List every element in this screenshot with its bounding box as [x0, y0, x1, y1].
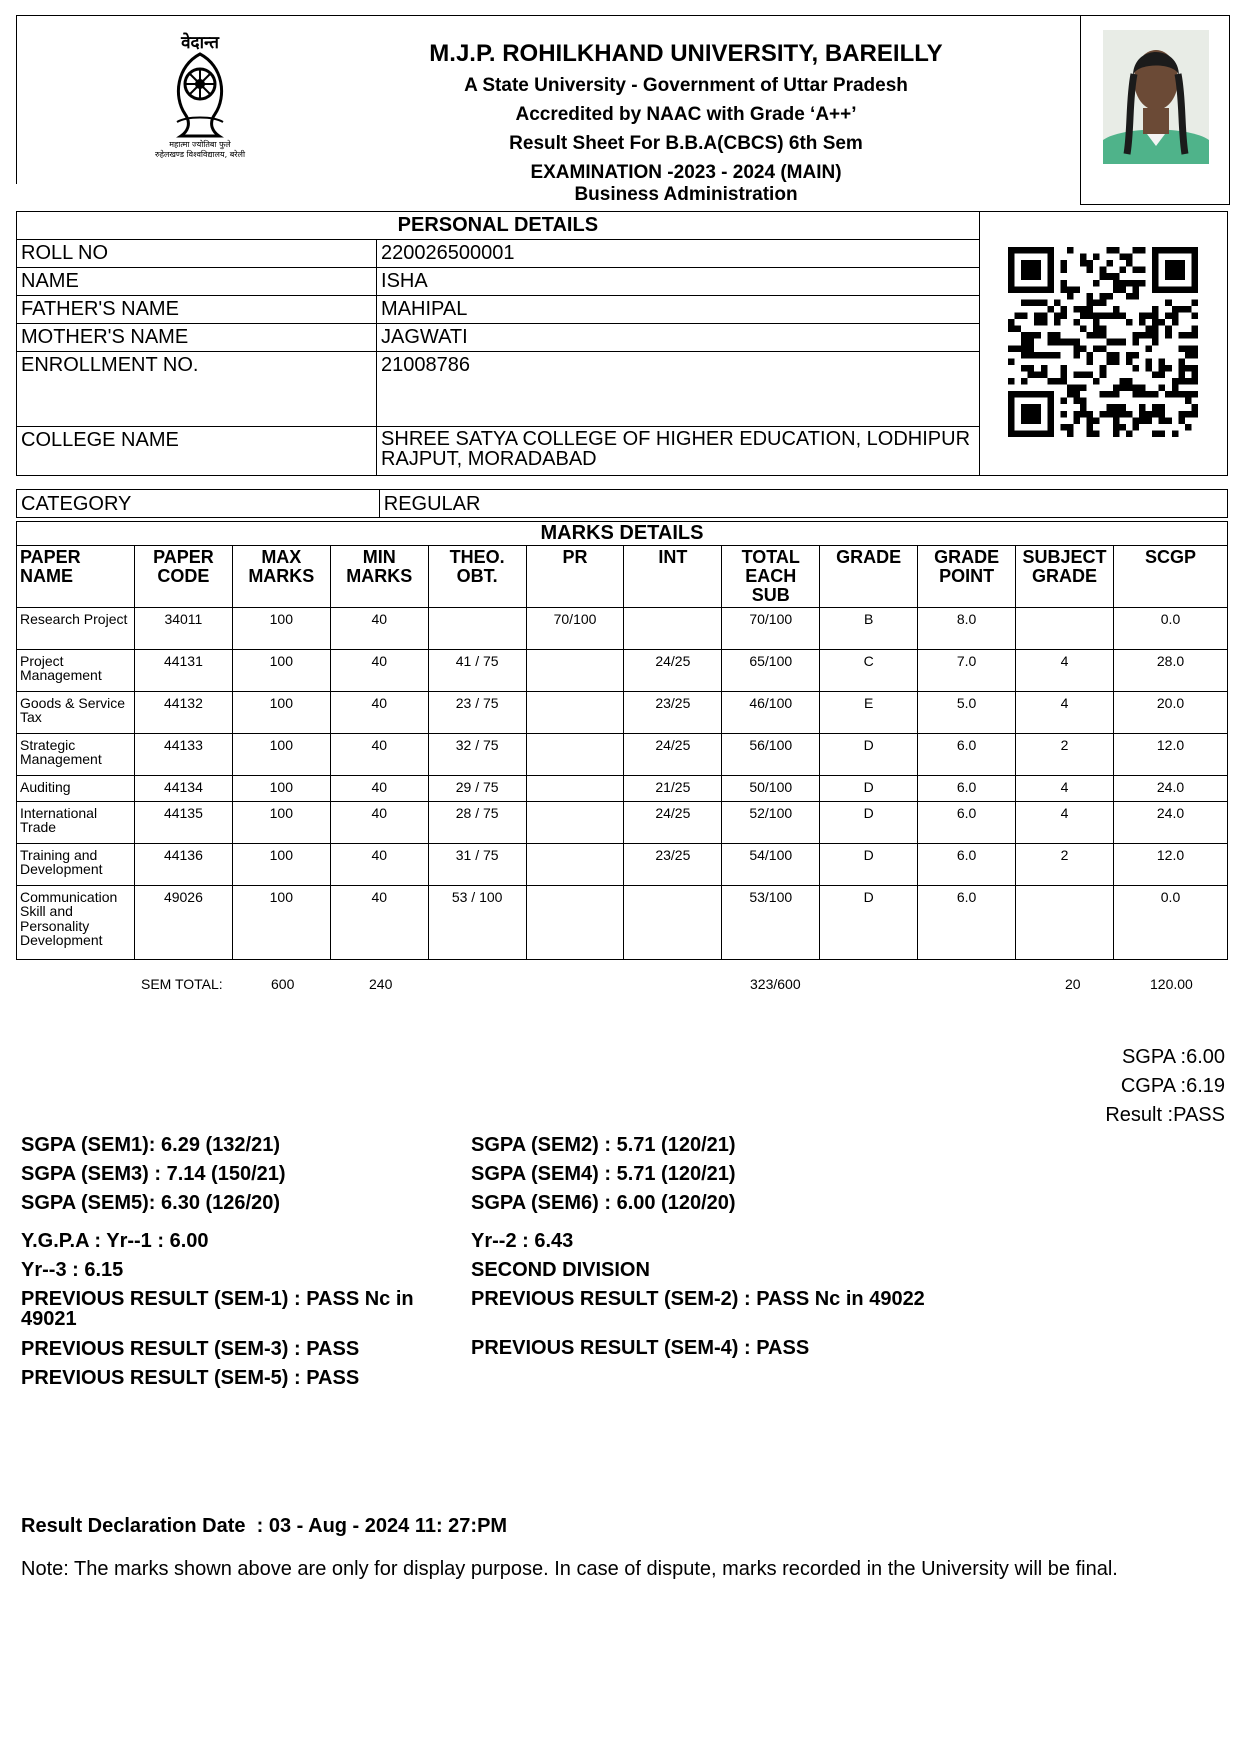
table-cell: 100 — [232, 733, 330, 775]
university-logo — [137, 26, 263, 160]
table-cell: 40 — [330, 691, 428, 733]
column-header: MAX MARKS — [232, 545, 330, 607]
sem-total-subject-grade: 20 — [1065, 976, 1081, 992]
table-cell: 6.0 — [918, 843, 1016, 885]
table-cell: 23 / 75 — [428, 691, 526, 733]
table-row — [17, 490, 1228, 518]
sgpa-sem4: SGPA (SEM4) : 5.71 (120/21) — [471, 1163, 736, 1185]
yearly-right-col — [471, 1227, 1031, 1363]
sgpa-value: SGPA :6.00 — [1121, 1046, 1225, 1068]
table-cell: 24.0 — [1114, 801, 1228, 843]
student-photo — [1103, 30, 1209, 164]
table-row — [17, 885, 1228, 959]
table-cell: 6.0 — [918, 885, 1016, 959]
table-cell: 46/100 — [722, 691, 820, 733]
table-cell: 24/25 — [624, 649, 722, 691]
table-cell: 52/100 — [722, 801, 820, 843]
table-cell: 4 — [1016, 775, 1114, 801]
table-row — [17, 649, 1228, 691]
table-cell: 4 — [1016, 691, 1114, 733]
table-cell: 44132 — [134, 691, 232, 733]
sgpa-sem3: SGPA (SEM3) : 7.14 (150/21) — [21, 1163, 286, 1185]
table-cell — [526, 691, 624, 733]
field-label: ROLL NO — [17, 240, 377, 268]
table-cell: 40 — [330, 649, 428, 691]
table-cell: D — [820, 843, 918, 885]
category-table — [16, 489, 1228, 518]
category-value: REGULAR — [379, 490, 1227, 518]
table-cell: 32 / 75 — [428, 733, 526, 775]
header-line-3: Result Sheet For B.B.A(CBCS) 6th Sem — [509, 133, 863, 154]
result-declaration-date: Result Declaration Date : 03 - Aug - 2024 11: 27:PM — [21, 1515, 508, 1537]
yearly-left-col — [21, 1227, 451, 1393]
table-cell: D — [820, 775, 918, 801]
sem-total-min: 240 — [369, 976, 393, 992]
sem-total-max: 600 — [271, 976, 295, 992]
paper-name-cell: Project Management — [17, 649, 135, 691]
table-cell: 54/100 — [722, 843, 820, 885]
header-text — [330, 40, 1042, 206]
previous-result-sem5: PREVIOUS RESULT (SEM-5) : PASS — [21, 1367, 360, 1389]
sem-total-scgp: 120.00 — [1150, 976, 1193, 992]
sgpa-sem1: SGPA (SEM1): 6.29 (132/21) — [21, 1134, 280, 1156]
column-header: PAPER CODE — [134, 545, 232, 607]
table-cell — [526, 775, 624, 801]
field-label: MOTHER'S NAME — [17, 324, 377, 352]
table-cell: 0.0 — [1114, 885, 1228, 959]
column-header: THEO. OBT. — [428, 545, 526, 607]
table-cell: 100 — [232, 607, 330, 649]
column-header: SUBJECT GRADE — [1016, 545, 1114, 607]
table-cell — [526, 843, 624, 885]
table-cell: 40 — [330, 885, 428, 959]
table-cell: 8.0 — [918, 607, 1016, 649]
paper-name-cell: Communication Skill and Personality Development — [17, 885, 135, 959]
table-cell: 70/100 — [722, 607, 820, 649]
table-cell: 31 / 75 — [428, 843, 526, 885]
table-cell: 41 / 75 — [428, 649, 526, 691]
previous-result-sem3: PREVIOUS RESULT (SEM-3) : PASS — [21, 1338, 360, 1360]
personal-details-table — [16, 211, 1228, 476]
result-summary — [1105, 1043, 1225, 1130]
table-cell: 4 — [1016, 801, 1114, 843]
paper-name-cell: Training and Development — [17, 843, 135, 885]
table-cell: D — [820, 733, 918, 775]
table-cell: 56/100 — [722, 733, 820, 775]
table-cell: 23/25 — [624, 691, 722, 733]
table-cell: 40 — [330, 733, 428, 775]
table-cell: 21/25 — [624, 775, 722, 801]
division: SECOND DIVISION — [471, 1259, 650, 1281]
svg-text:वेदान्त: वेदान्त — [181, 33, 219, 53]
table-cell: C — [820, 649, 918, 691]
table-cell: 100 — [232, 885, 330, 959]
header-line-5: Business Administration — [574, 184, 798, 205]
table-cell: 44134 — [134, 775, 232, 801]
university-name: M.J.P. ROHILKHAND UNIVERSITY, BAREILLY — [429, 40, 943, 67]
table-cell: 5.0 — [918, 691, 1016, 733]
table-cell — [1016, 885, 1114, 959]
sgpa-sem5: SGPA (SEM5): 6.30 (126/20) — [21, 1192, 280, 1214]
table-cell: 6.0 — [918, 733, 1016, 775]
table-cell: 44131 — [134, 649, 232, 691]
field-label: NAME — [17, 268, 377, 296]
table-cell: 100 — [232, 691, 330, 733]
table-cell: 100 — [232, 801, 330, 843]
marks-details-table — [16, 521, 1228, 960]
table-cell: 53 / 100 — [428, 885, 526, 959]
paper-name-cell: Research Project — [17, 607, 135, 649]
header-line-4: EXAMINATION -2023 - 2024 (MAIN) — [530, 162, 842, 183]
table-cell: 2 — [1016, 843, 1114, 885]
table-cell: 29 / 75 — [428, 775, 526, 801]
paper-name-cell: Auditing — [17, 775, 135, 801]
table-cell: E — [820, 691, 918, 733]
svg-text:महात्मा ज्योतिबा फुले: महात्मा ज्योतिबा फुले — [169, 140, 231, 149]
table-cell: 44135 — [134, 801, 232, 843]
table-cell — [624, 607, 722, 649]
table-row — [17, 775, 1228, 801]
table-cell — [624, 885, 722, 959]
field-label: COLLEGE NAME — [17, 427, 377, 476]
table-cell: 53/100 — [722, 885, 820, 959]
table-cell: 6.0 — [918, 775, 1016, 801]
field-label: ENROLLMENT NO. — [17, 352, 377, 427]
sem-total-label: SEM TOTAL: — [141, 976, 223, 992]
table-cell: 23/25 — [624, 843, 722, 885]
disclaimer-note: Note: The marks shown above are only for display purpose. In case of dispute, marks recorded in the University will be final. — [21, 1558, 1118, 1580]
qr-code-cell — [979, 212, 1227, 476]
enrollment-value: 21008786 — [377, 352, 980, 427]
table-cell: 40 — [330, 843, 428, 885]
table-cell: 12.0 — [1114, 843, 1228, 885]
header-line-1: A State University - Government of Uttar Pradesh — [464, 75, 908, 96]
name-value: ISHA — [377, 268, 980, 296]
mother-name-value: JAGWATI — [377, 324, 980, 352]
table-cell: 6.0 — [918, 801, 1016, 843]
ygpa-yr3: Yr--3 : 6.15 — [21, 1259, 124, 1281]
table-cell: 28 / 75 — [428, 801, 526, 843]
table-cell — [526, 733, 624, 775]
previous-result-sem4: PREVIOUS RESULT (SEM-4) : PASS — [471, 1337, 810, 1359]
column-header: PR — [526, 545, 624, 607]
table-cell: 24/25 — [624, 801, 722, 843]
column-headers — [17, 545, 1228, 607]
table-row — [17, 691, 1228, 733]
paper-name-cell: Strategic Management — [17, 733, 135, 775]
table-row — [17, 843, 1228, 885]
result-value: Result :PASS — [1105, 1104, 1225, 1126]
table-cell: 44136 — [134, 843, 232, 885]
table-cell: 34011 — [134, 607, 232, 649]
column-header: GRADE POINT — [918, 545, 1016, 607]
sgpa-right-col — [471, 1131, 971, 1218]
sgpa-sem6: SGPA (SEM6) : 6.00 (120/20) — [471, 1192, 736, 1214]
father-name-value: MAHIPAL — [377, 296, 980, 324]
table-cell: 100 — [232, 775, 330, 801]
qr-code-icon — [1008, 247, 1198, 437]
table-cell: D — [820, 885, 918, 959]
table-row — [17, 733, 1228, 775]
ygpa-yr2: Yr--2 : 6.43 — [471, 1230, 574, 1252]
column-header: INT — [624, 545, 722, 607]
table-cell — [526, 885, 624, 959]
header-line-2: Accredited by NAAC with Grade ‘A++’ — [515, 104, 857, 125]
table-cell: 100 — [232, 843, 330, 885]
table-cell: 40 — [330, 801, 428, 843]
table-cell: 24/25 — [624, 733, 722, 775]
ygpa-yr1: Y.G.P.A : Yr--1 : 6.00 — [21, 1230, 209, 1252]
table-cell — [1016, 607, 1114, 649]
table-row — [17, 801, 1228, 843]
sgpa-left-col — [21, 1131, 461, 1218]
college-value: SHREE SATYA COLLEGE OF HIGHER EDUCATION, LODHIPUR RAJPUT, MORADABAD — [377, 427, 980, 476]
personal-details-caption: PERSONAL DETAILS — [17, 212, 980, 240]
table-cell: 65/100 — [722, 649, 820, 691]
cgpa-value: CGPA :6.19 — [1120, 1075, 1225, 1097]
table-cell — [428, 607, 526, 649]
sgpa-sem2: SGPA (SEM2) : 5.71 (120/21) — [471, 1134, 736, 1156]
previous-result-sem1: PREVIOUS RESULT (SEM-1) : PASS Nc in 49021 — [21, 1288, 414, 1330]
previous-result-sem2: PREVIOUS RESULT (SEM-2) : PASS Nc in 49022 — [471, 1288, 925, 1310]
table-cell: 28.0 — [1114, 649, 1228, 691]
column-header: MIN MARKS — [330, 545, 428, 607]
column-header: GRADE — [820, 545, 918, 607]
sem-total-obtained: 323/600 — [750, 976, 801, 992]
marks-details-caption: MARKS DETAILS — [17, 522, 1228, 546]
table-cell: 40 — [330, 775, 428, 801]
table-cell: D — [820, 801, 918, 843]
field-label: CATEGORY — [17, 490, 380, 518]
table-cell: 70/100 — [526, 607, 624, 649]
column-header: SCGP — [1114, 545, 1228, 607]
svg-text:रुहेलखण्ड विश्वविद्यालय, बरेली: रुहेलखण्ड विश्वविद्यालय, बरेली — [154, 150, 246, 159]
roll-no-value: 220026500001 — [377, 240, 980, 268]
column-header: PAPER NAME — [17, 545, 135, 607]
table-cell: B — [820, 607, 918, 649]
table-row — [17, 607, 1228, 649]
table-cell: 4 — [1016, 649, 1114, 691]
field-label: FATHER'S NAME — [17, 296, 377, 324]
table-cell: 2 — [1016, 733, 1114, 775]
table-cell: 24.0 — [1114, 775, 1228, 801]
table-cell: 100 — [232, 649, 330, 691]
table-cell: 50/100 — [722, 775, 820, 801]
table-cell: 12.0 — [1114, 733, 1228, 775]
table-cell — [526, 801, 624, 843]
table-cell: 20.0 — [1114, 691, 1228, 733]
table-row — [17, 476, 1228, 477]
table-cell — [526, 649, 624, 691]
table-cell: 40 — [330, 607, 428, 649]
paper-name-cell: International Trade — [17, 801, 135, 843]
table-cell: 49026 — [134, 885, 232, 959]
column-header: TOTAL EACH SUB — [722, 545, 820, 607]
table-cell: 44133 — [134, 733, 232, 775]
table-cell: 0.0 — [1114, 607, 1228, 649]
table-cell: 7.0 — [918, 649, 1016, 691]
paper-name-cell: Goods & Service Tax — [17, 691, 135, 733]
